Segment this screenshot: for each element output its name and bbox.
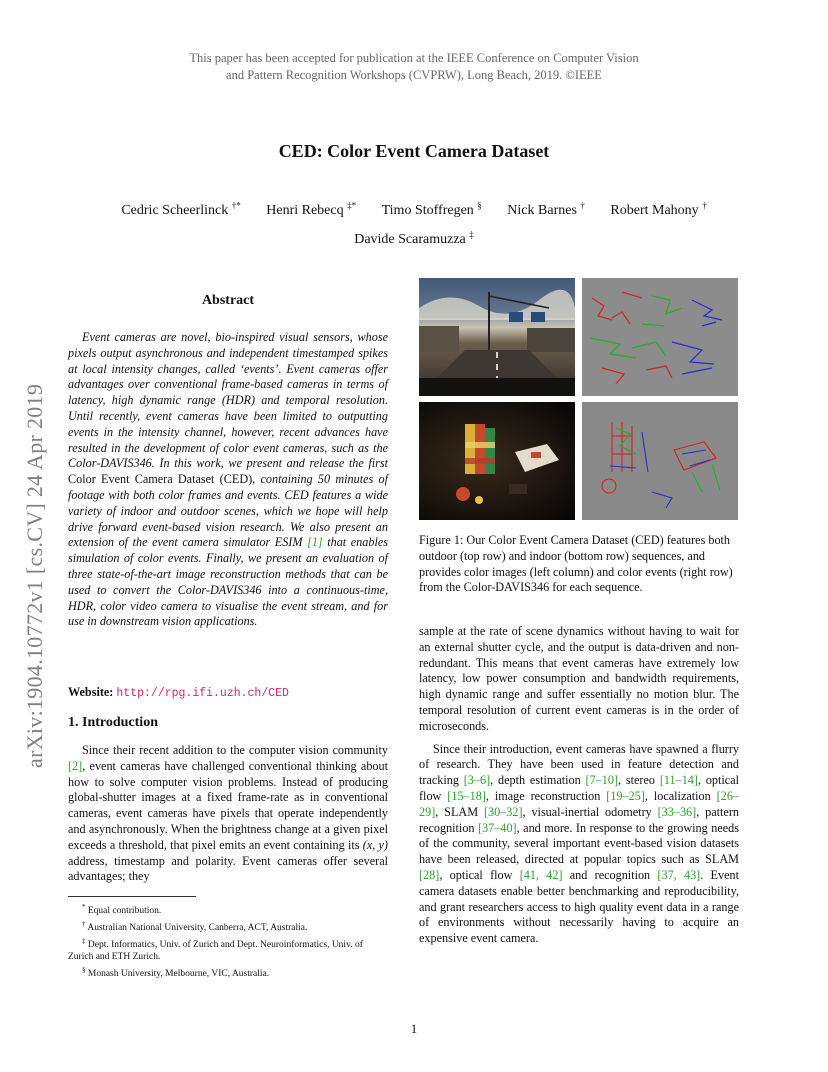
author-1: Cedric Scheerlinck †*: [121, 200, 241, 218]
citation-link[interactable]: [1]: [307, 535, 323, 550]
paragraph-text: , image reconstruction: [485, 788, 607, 803]
website-label: Website:: [68, 685, 114, 699]
citation-link[interactable]: [7–10]: [585, 773, 619, 788]
paragraph-text: Since their introduction, event cameras have spawned a flurry of research. They have been used in feature detection and tracking: [419, 741, 739, 788]
author-3: Timo Stoffregen §: [381, 200, 482, 218]
paragraph-text: , stereo: [618, 773, 660, 788]
citation-link[interactable]: [26–29]: [419, 788, 740, 819]
author-5: Robert Mahony †: [610, 200, 707, 218]
citation-link[interactable]: [30–32]: [483, 804, 523, 819]
paragraph-text: , depth estimation: [490, 773, 586, 788]
math-xy: (x, y): [362, 837, 388, 852]
author-4: Nick Barnes †: [507, 200, 585, 218]
page-number: 1: [410, 1022, 418, 1036]
footnote: § Monash University, Melbourne, VIC, Australia.: [82, 965, 270, 979]
footnotes: [68, 901, 388, 981]
paragraph-text: , pattern recognition: [419, 804, 739, 835]
website-line: [68, 685, 388, 700]
citation-link[interactable]: [28]: [419, 867, 440, 882]
author-6: Davide Scaramuzza ‡: [354, 229, 474, 248]
footnote: † Australian National University, Canberra, ACT, Australia.: [82, 919, 308, 933]
indoor-scene-drawing: [419, 402, 575, 520]
column-2-body: [419, 624, 739, 947]
citation-link[interactable]: [3–6]: [463, 773, 491, 788]
citation-link[interactable]: [2]: [68, 758, 83, 773]
citation-link[interactable]: [37, 43]: [657, 867, 701, 882]
arxiv-stamp-text: arXiv:1904.10772v1 [cs.CV] 24 Apr 2019: [22, 383, 47, 768]
abstract-heading: Abstract: [201, 293, 255, 308]
outdoor-color-frame-image: [419, 278, 575, 396]
paragraph-text: , localization: [644, 788, 717, 803]
figure-1: [419, 278, 738, 521]
citation-link[interactable]: [37–40]: [478, 820, 517, 835]
paragraph: [419, 742, 739, 947]
notice-line-1: This paper has been accepted for publication at the IEEE Conference on Computer Vision: [189, 51, 639, 65]
indoor-color-events-image: [582, 402, 738, 520]
paragraph-text: , optical flow: [439, 867, 520, 882]
paragraph-text: , and more. In response to the growing needs of the community, several important event-based vision datasets have been released, directed at popular topics such as SLAM: [419, 820, 739, 867]
author-2: Henri Rebecq ‡*: [266, 200, 357, 218]
citation-link[interactable]: [19–25]: [606, 788, 645, 803]
footnote: ‡ Dept. Informatics, Univ. of Zurich and Dept. Neuroinformatics, Univ. of Zurich and ETH Zurich.: [68, 936, 363, 963]
outdoor-events-drawing: [582, 278, 738, 396]
citation-link[interactable]: [41, 42]: [519, 867, 563, 882]
website-link[interactable]: http://rpg.ifi.uzh.ch/CED: [116, 687, 289, 700]
paper-title: CED: Color Event Camera Dataset: [278, 141, 550, 161]
paragraph-text: , SLAM: [435, 804, 484, 819]
outdoor-color-events-image: [582, 278, 738, 396]
indoor-color-frame-image: [419, 402, 575, 520]
notice-line-2: and Pattern Recognition Workshops (CVPRW), Long Beach, 2019. ©IEEE: [226, 68, 602, 82]
paragraph-text: , optical flow: [419, 773, 739, 803]
citation-link[interactable]: [11–14]: [659, 773, 698, 788]
citation-link[interactable]: [33–36]: [657, 804, 697, 819]
footnote-rule: [68, 896, 196, 897]
paragraph: sample at the rate of scene dynamics without having to wait for an external shutter cycle, and the output is data-driven and non-redundant. This means that event cameras have extremely low latency, low power consumption and bandwidth requirements, high dynamic range and suffer essentially no motion blur. The temporal resolution of current event cameras is in the order of microseconds.: [419, 624, 739, 733]
abstract-body: Event cameras are novel, bio-inspired visual sensors, whose pixels output asynchronous and independent timestamped spikes at local intensity changes, called ‘events’. Event cameras offer advantages over conventional frame-based cameras in terms of latency, high dynamic range (HDR) and temporal resolution. Until recently, event cameras have been limited to outputting events in the intensity channel, however, recent advances have resulted in the development of color event cameras, such as the Color-DAVIS346. In this work, we present and release the first Color Event Camera Dataset (CED), containing 50 minutes of footage with both color frames and events. CED features a wide variety of indoor and outdoor scenes, which we hope will help drive forward event-based vision research. We also present an extension of the event camera simulator ESIM [1] that enables simulation of color events. Finally, we present an evaluation of three state-of-the-art image reconstruction methods that can be used to convert the Color-DAVIS346 into a continuous-time, HDR, color video camera to visualise the event stream, and for use in downstream vision applications.: [68, 330, 388, 629]
publication-notice: [120, 50, 708, 84]
introduction-body: Since their recent addition to the computer vision community [2], event cameras have challenged conventional thinking about how to solve computer vision problems. Instead of producing global-shutter images at a fixed frame-rate as in conventional cameras, event cameras have pixels that operate independently and asynchronously. When the brightness change at a given pixel exceeds a threshold, that pixel emits an event containing its (x, y) address, timestamp and polarity. Event cameras offer several advantages; they: [68, 743, 388, 884]
citation-link[interactable]: [15–18]: [447, 788, 486, 803]
paragraph-text: , visual-inertial odometry: [522, 804, 658, 819]
indoor-events-drawing: [582, 402, 738, 520]
arxiv-stamp: [2, 268, 47, 768]
author-list: [60, 193, 768, 252]
footnote: * Equal contribution.: [82, 903, 162, 917]
paragraph-text: . Event camera datasets enable better benchmarking and reproducibility, and grant researchers access to high quality event data in a range of environments without necessarily having to acquire an expensive event camera.: [419, 867, 739, 946]
outdoor-scene-drawing: [419, 278, 575, 396]
section-heading-introduction: 1. Introduction: [68, 715, 158, 730]
paragraph-text: and recognition: [562, 867, 658, 882]
figure-1-caption: Figure 1: Our Color Event Camera Dataset (CED) features both outdoor (top row) and indoor (bottom row) sequences, and provides color images (left column) and color events (right row) from the Color-DAVIS346 for each sequence.: [419, 533, 733, 595]
